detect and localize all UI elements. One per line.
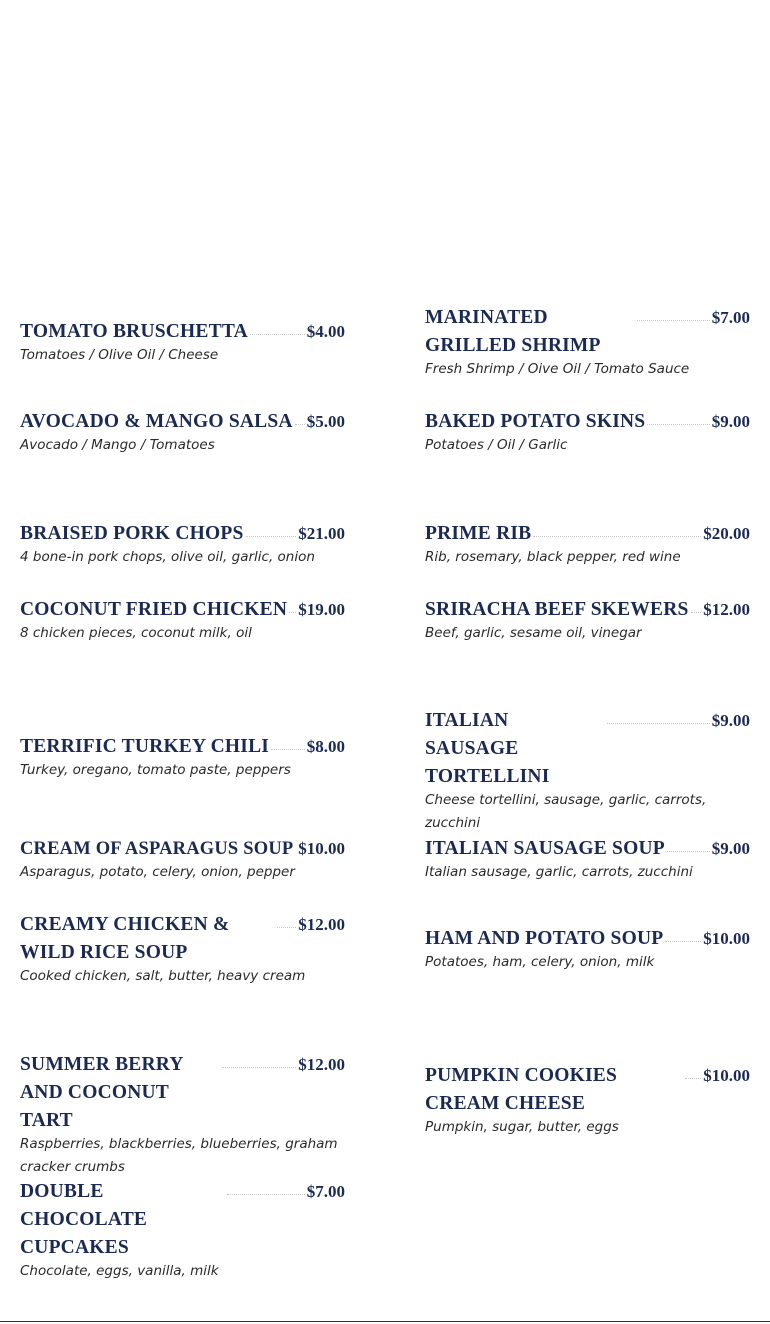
menu-item-description: 4 bone-in pork chops, olive oil, garlic, onion	[20, 549, 315, 565]
menu-item-description: Potatoes, ham, celery, onion, milk	[425, 954, 655, 970]
menu-item-name: BAKED POTATO SKINS	[425, 411, 646, 432]
menu-item-price: $19.00	[298, 600, 345, 619]
menu-item-name: ITALIAN SAUSAGE SOUP	[425, 838, 665, 859]
menu-item-price: $12.00	[298, 1055, 345, 1074]
menu-item-description: Cooked chicken, salt, butter, heavy cream	[20, 968, 306, 984]
menu-item-description: Potatoes / Oil / Garlic	[425, 437, 568, 453]
menu-item	[20, 835, 345, 884]
menu-item-price: $7.00	[306, 1182, 345, 1201]
menu-item-description: Avocado / Mango / Tomatoes	[20, 437, 215, 453]
menu-item-name: BRAISED PORK CHOPS	[20, 523, 244, 544]
menu-item-name: TOMATO BRUSCHETTA	[20, 321, 248, 342]
leader-dots	[271, 733, 305, 750]
menu-item	[425, 520, 750, 569]
menu-item-description: Fresh Shrimp / Oive Oil / Tomato Sauce	[425, 361, 690, 377]
leader-dots	[665, 925, 701, 942]
menu-item	[425, 835, 750, 884]
leader-dots	[533, 520, 701, 537]
bottom-divider	[0, 1321, 770, 1322]
menu-item-price: $12.00	[703, 600, 750, 619]
menu-item	[425, 408, 750, 457]
menu-item	[20, 733, 345, 782]
menu-item-description: Asparagus, potato, celery, onion, pepper	[20, 864, 295, 880]
menu-item-name: SUMMER BERRY AND COCONUT TART	[20, 1054, 183, 1131]
leader-dots	[691, 596, 702, 613]
menu-item-description: Tomatoes / Olive Oil / Cheese	[20, 347, 219, 363]
menu-item	[20, 596, 345, 645]
menu-item-description: 8 chicken pieces, coconut milk, oil	[20, 625, 252, 641]
menu-item-name: AVOCADO & MANGO SALSA	[20, 411, 293, 432]
leader-dots	[250, 318, 305, 335]
menu-item-price: $20.00	[703, 524, 750, 543]
menu-item-price: $12.00	[298, 915, 345, 934]
leader-dots	[222, 1051, 296, 1068]
leader-dots	[667, 835, 710, 852]
menu-item-price: $5.00	[306, 412, 345, 431]
menu-item-price: $4.00	[306, 322, 345, 341]
leader-dots	[295, 408, 305, 425]
menu-item	[20, 318, 345, 367]
leader-dots	[277, 911, 296, 928]
menu-item-description: Pumpkin, sugar, butter, eggs	[425, 1119, 619, 1135]
menu-item-name: CREAM OF ASPARAGUS SOUP	[20, 839, 294, 859]
menu-item-name: COCONUT FRIED CHICKEN	[20, 599, 288, 620]
menu-item-name: TERRIFIC TURKEY CHILI	[20, 736, 270, 757]
menu-item-price: $7.00	[711, 308, 750, 327]
menu-item	[20, 1051, 345, 1179]
leader-dots	[685, 1062, 701, 1079]
menu-item	[20, 520, 345, 569]
menu-item	[20, 911, 345, 988]
menu-item	[425, 707, 750, 835]
menu-item	[425, 304, 750, 381]
menu-item-name: DOUBLE CHOCOLATE CUPCAKES	[20, 1181, 148, 1258]
leader-dots	[227, 1178, 305, 1195]
menu-item-price: $9.00	[711, 711, 750, 730]
menu-item-description: Raspberries, blackberries, blueberries, graham cracker crumbs	[20, 1136, 338, 1175]
menu-item-price: $10.00	[298, 839, 345, 858]
menu-item-description: Rib, rosemary, black pepper, red wine	[425, 549, 681, 565]
menu-item-description: Turkey, oregano, tomato paste, peppers	[20, 762, 291, 778]
menu-item-price: $8.00	[306, 737, 345, 756]
menu-item-name: CREAMY CHICKEN & WILD RICE SOUP	[20, 914, 230, 963]
leader-dots	[289, 596, 296, 613]
menu-item	[20, 408, 345, 457]
menu-item	[20, 1178, 345, 1283]
menu-item-price: $9.00	[711, 839, 750, 858]
menu-item-description: Beef, garlic, sesame oil, vinegar	[425, 625, 642, 641]
menu-item-name: ITALIAN SAUSAGE TORTELLINI	[425, 710, 550, 787]
menu-item-description: Italian sausage, garlic, carrots, zucchini	[425, 864, 693, 880]
menu-item-name: HAM AND POTATO SOUP	[425, 928, 664, 949]
menu-item-description: Chocolate, eggs, vanilla, milk	[20, 1263, 219, 1279]
menu-item-name: MARINATED GRILLED SHRIMP	[425, 307, 601, 356]
leader-dots	[637, 304, 710, 321]
menu-item-name: SRIRACHA BEEF SKEWERS	[425, 599, 689, 620]
menu-item	[425, 1062, 750, 1139]
leader-dots	[647, 408, 709, 425]
menu-item-name: PRIME RIB	[425, 523, 532, 544]
menu-item-price: $21.00	[298, 524, 345, 543]
menu-item-price: $9.00	[711, 412, 750, 431]
leader-dots	[246, 520, 297, 537]
menu-item-description: Cheese tortellini, sausage, garlic, carrots, zucchini	[425, 792, 707, 831]
leader-dots	[607, 707, 710, 724]
menu-item-price: $10.00	[703, 929, 750, 948]
menu-item-price: $10.00	[703, 1066, 750, 1085]
menu-item-name: PUMPKIN COOKIES CREAM CHEESE	[425, 1065, 618, 1114]
menu-item	[425, 925, 750, 974]
menu-item	[425, 596, 750, 645]
